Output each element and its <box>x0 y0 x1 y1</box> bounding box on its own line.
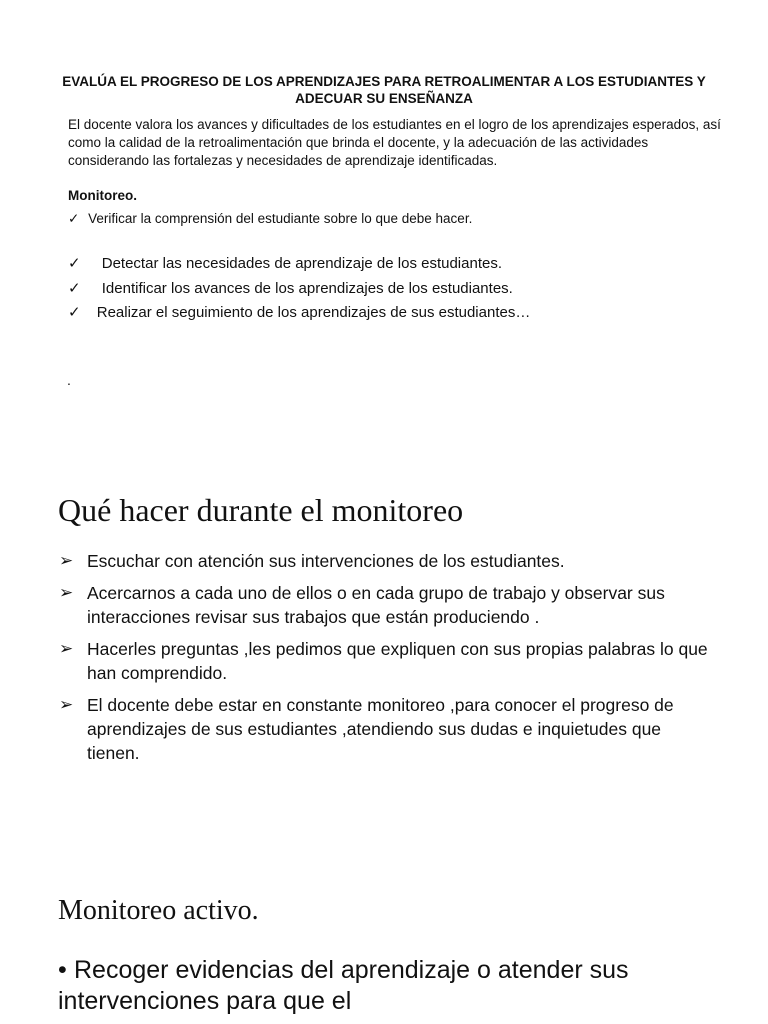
list-item <box>58 693 718 765</box>
durante-list <box>58 549 718 773</box>
list-item-text: Hacerles preguntas ,les pedimos que expliquen con sus propias palabras lo que han comprendido. <box>87 639 708 683</box>
section-heading-durante: Qué hacer durante el monitoreo <box>58 492 464 528</box>
stray-dot: . <box>67 372 71 388</box>
list-item <box>58 581 718 629</box>
list-item <box>58 637 718 685</box>
list-item <box>58 549 718 573</box>
round-bullet-icon: • <box>58 956 67 984</box>
check-item-text: Realizar el seguimiento de los aprendizajes de sus estudiantes… <box>96 304 531 321</box>
section-heading-activo: Monitoreo activo. <box>58 895 259 926</box>
monitoreo-subheading: Monitoreo. <box>68 188 137 203</box>
arrow-bullet-icon: ➢ <box>59 695 74 714</box>
checkmark-icon: ✓ <box>68 304 81 321</box>
check-item <box>68 279 513 297</box>
list-item-text: Escuchar con atención sus intervenciones de los estudiantes. <box>87 551 565 571</box>
check-item-text: Verificar la comprensión del estudiante sobre lo que debe hacer. <box>88 211 473 226</box>
arrow-bullet-icon: ➢ <box>59 639 74 658</box>
list-item-text: El docente debe estar en constante monitoreo ,para conocer el progreso de aprendizajes de sus estudiantes ,atendiendo sus dudas e inquietudes que tienen. <box>87 695 674 763</box>
arrow-bullet-icon: ➢ <box>59 551 74 570</box>
intro-paragraph: El docente valora los avances y dificultades de los estudiantes en el logro de los aprendizajes esperados, así como la calidad de la retroalimentación que brinda el docente, y la adecuación de las actividades considerando las fortalezas y necesidades de aprendizaje identificadas. <box>68 117 721 168</box>
check-item-text: Detectar las necesidades de aprendizaje de los estudiantes. <box>101 255 503 272</box>
arrow-bullet-icon: ➢ <box>59 583 74 602</box>
checkmark-icon: ✓ <box>68 255 81 272</box>
check-item <box>68 254 502 272</box>
check-item <box>68 211 472 227</box>
check-item <box>68 303 530 321</box>
check-item-text: Identificar los avances de los aprendizajes de los estudiantes. <box>101 280 513 297</box>
bullet-text: Recoger evidencias del aprendizaje o atender sus intervenciones para que el <box>58 956 629 1015</box>
list-item-text: Acercarnos a cada uno de ellos o en cada grupo de trabajo y observar sus interacciones revisar sus trabajos que están produciendo . <box>87 583 665 627</box>
activo-bullet-paragraph <box>58 955 718 1017</box>
document-title: EVALÚA EL PROGRESO DE LOS APRENDIZAJES PARA RETROALIMENTAR A LOS ESTUDIANTES Y ADECUAR SU ENSEÑANZA <box>62 74 706 106</box>
checkmark-icon: ✓ <box>68 280 81 297</box>
checkmark-icon: ✓ <box>68 211 80 226</box>
